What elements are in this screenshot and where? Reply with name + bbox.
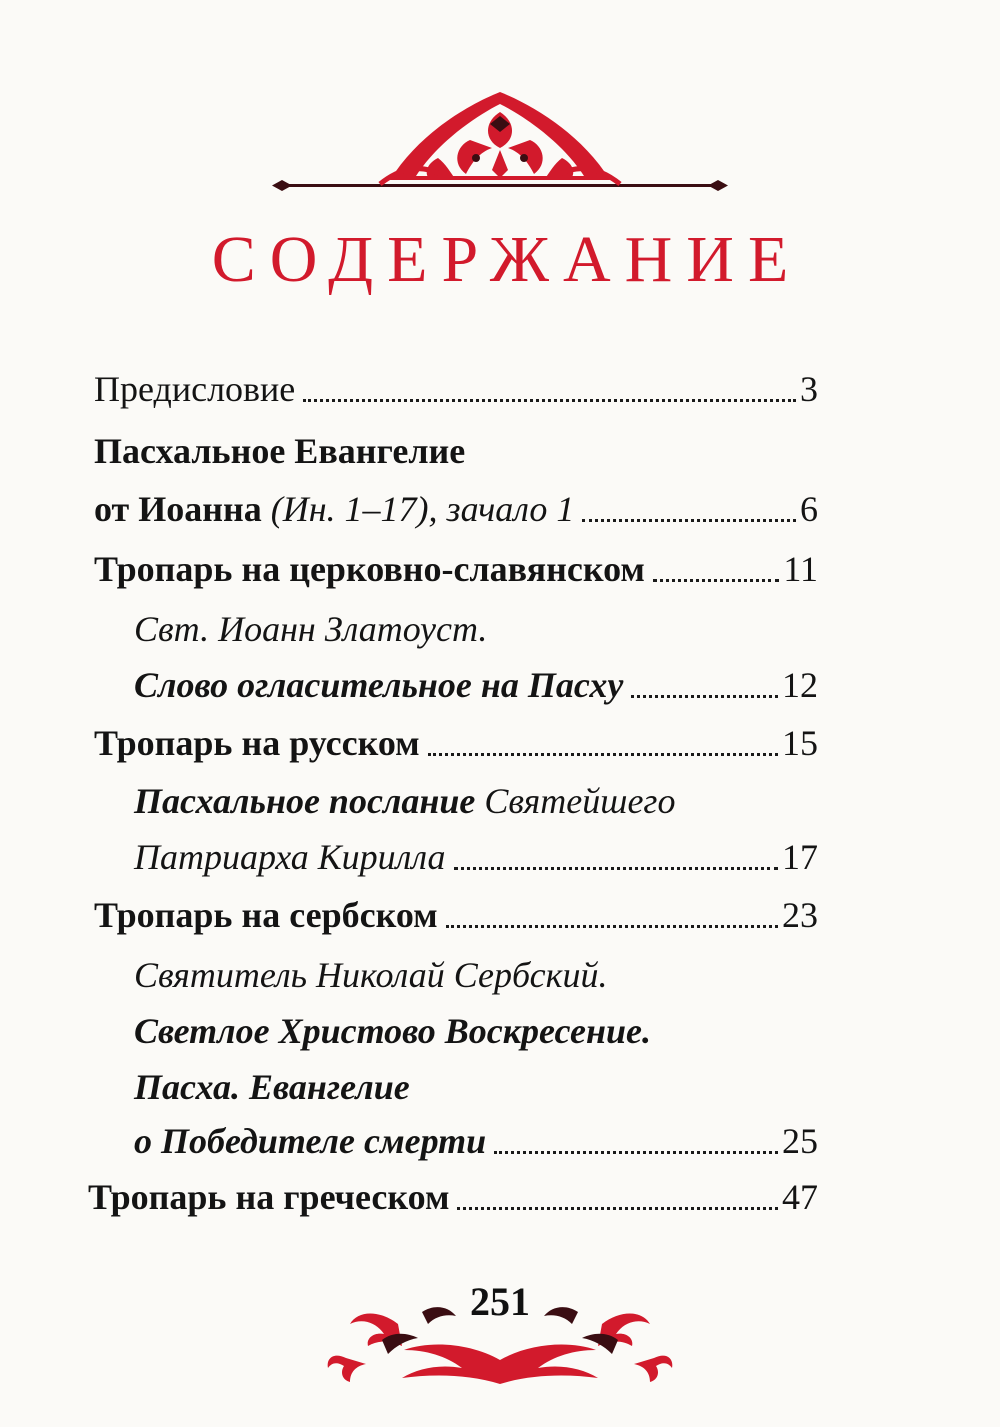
toc-page-number: 17 [782, 837, 818, 877]
toc-entry-title: от Иоанна [94, 489, 262, 529]
toc-entry-title: Предисловие [94, 369, 296, 409]
toc-page-number: 11 [783, 549, 818, 589]
toc-entry-chrysostom-author[interactable]: Свт. Иоанн Златоуст. [134, 609, 488, 649]
top-ornament-icon [270, 88, 730, 206]
toc-entry-title: Слово огласительное на Пасху [134, 665, 624, 705]
dot-leader [428, 753, 778, 756]
dot-leader [457, 1207, 778, 1210]
toc-entry-troparion-russian[interactable] [94, 722, 818, 764]
toc-page-number: 15 [782, 723, 818, 763]
toc-page-number: 6 [800, 489, 818, 529]
dot-leader [454, 867, 778, 870]
toc-entry-troparion-serbian[interactable] [94, 894, 818, 936]
toc-entry-subtitle: Патриарха Кирилла [134, 837, 446, 877]
toc-entry-chrysostom[interactable] [134, 664, 818, 706]
toc-entry-title: Тропарь на церковно-славянском [94, 549, 645, 589]
toc-entry-patriarch[interactable] [134, 836, 818, 878]
toc-entry-title: Тропарь на сербском [94, 895, 438, 935]
dot-leader [303, 399, 796, 402]
toc-entry-title: Тропарь на греческом [88, 1177, 450, 1217]
toc-page-number: 47 [782, 1177, 818, 1217]
dot-leader [582, 519, 796, 522]
toc-entry-gospel[interactable] [94, 488, 818, 530]
toc-entry-gospel-line1[interactable]: Пасхальное Евангелие [94, 431, 466, 471]
toc-entry-nikolai[interactable] [134, 1120, 818, 1162]
toc-page-number: 12 [782, 665, 818, 705]
toc-entry-title: Пасхальное послание [134, 781, 476, 821]
toc-entry-troparion-greek[interactable] [88, 1176, 818, 1218]
toc-entry-subtitle: Святейшего [484, 781, 676, 821]
toc-entry-title: о Победителе смерти [134, 1121, 487, 1161]
toc-entry-title: Тропарь на русском [94, 723, 420, 763]
toc-page-number: 25 [782, 1121, 818, 1161]
toc-page-number: 3 [800, 369, 818, 409]
toc-entry-troparion-church-slavonic[interactable] [94, 548, 818, 590]
dot-leader [446, 925, 778, 928]
page-number: 251 [470, 1279, 530, 1324]
page-title: СОДЕРЖАНИЕ [211, 223, 803, 296]
toc-page-number: 23 [782, 895, 818, 935]
dot-leader [631, 695, 778, 698]
toc-entry-nikolai-line2[interactable]: Светлое Христово Воскресение. [134, 1011, 651, 1051]
dot-leader [494, 1151, 778, 1154]
toc-entry-nikolai-author[interactable]: Святитель Николай Сербский. [134, 955, 608, 995]
toc-entry-nikolai-line3[interactable]: Пасха. Евангелие [134, 1067, 410, 1107]
toc-entry-preface[interactable] [94, 368, 818, 410]
dot-leader [653, 579, 779, 582]
toc-entry-patriarch-line1[interactable] [134, 780, 675, 822]
toc-entry-subtitle: (Ин. 1–17), зачало 1 [270, 489, 575, 529]
